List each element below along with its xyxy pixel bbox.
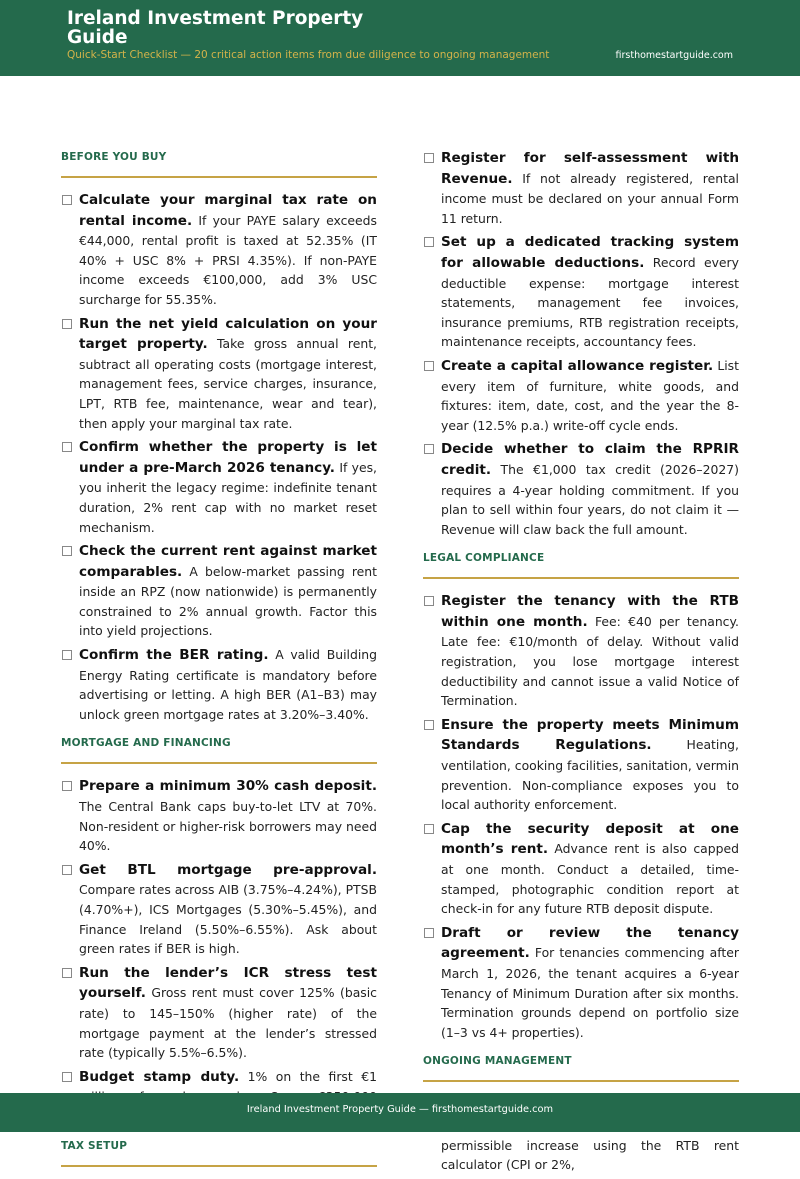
checklist-mortgage (61, 776, 377, 1126)
left-column (61, 148, 377, 1179)
checklist-legal-compliance (423, 591, 739, 1042)
checklist-item (423, 439, 739, 539)
checklist-item-body: Take gross annual rent, subtract all operating costs (mortgage interest, management fees, service charges, insurance, LPT, RTB fee, maintenance, wear and tear), then apply your marginal tax rate. (79, 336, 377, 431)
checklist-item-body: Advance rent is also capped at one month. Conduct a detailed, time-stamped, photographic condition report at check-in for any future RTB deposit dispute. (441, 841, 739, 917)
checklist-item-body: If not already registered, rental income must be declared on your annual Form 11 return. (441, 170, 739, 226)
checkbox-icon[interactable] (62, 968, 72, 978)
checklist-item-title: Check the current rent against market comparables. (79, 543, 377, 580)
right-column (423, 148, 739, 1179)
checklist-item-title: Register the tenancy with the RTB within one month. (441, 593, 739, 630)
checklist-item (423, 232, 739, 352)
checklist-item-title: Register for self-assessment with Revenue. (441, 150, 739, 187)
checklist-item (423, 356, 739, 435)
checklist-before-you-buy (61, 190, 377, 724)
section-heading-ongoing-management: ONGOING MANAGEMENT (423, 1055, 572, 1068)
checkbox-icon[interactable] (62, 195, 72, 205)
section-heading-legal-compliance: LEGAL COMPLIANCE (423, 552, 545, 565)
checklist-item-title: Cap the security deposit at one month’s rent. (441, 820, 739, 858)
checklist-item-title: Run the lender’s ICR stress test yourself. (79, 964, 377, 1002)
checklist-item-body: List every item of furniture, white goods, and fixtures: item, date, cost, and the year the 8-year (12.5% p.a.) write-off cycle ends. (441, 357, 739, 433)
checklist-item-title: Prepare a minimum 30% cash deposit. (79, 778, 377, 795)
checkbox-icon[interactable] (424, 237, 434, 247)
section-heading-tax-setup: TAX SETUP (61, 1139, 128, 1152)
checklist-item-title: Run the net yield calculation on your target property. (79, 315, 377, 353)
checklist-tax-setup (423, 148, 739, 539)
checklist-item (61, 541, 377, 641)
checklist-item (423, 819, 739, 919)
checklist-item-title: Get BTL mortgage pre-approval. (79, 861, 377, 878)
section-rule (61, 1165, 377, 1167)
checklist-item (61, 645, 377, 724)
checklist-item-body: The €1,000 tax credit (2026–2027) requires a 4-year holding commitment. If you plan to sell within four years, do not claim it — Revenue will claw back the full amount. (441, 461, 739, 537)
checkbox-icon[interactable] (424, 361, 434, 371)
checkbox-icon[interactable] (62, 650, 72, 660)
checklist-item-title: Draft or review the tenancy agreement. (441, 924, 739, 962)
checklist-item (61, 437, 377, 537)
checkbox-icon[interactable] (62, 865, 72, 875)
checklist-item-body: For tenancies commencing after March 1, 2026, the tenant acquires a 6-year Tenancy of Minimum Duration after six months. Termination grounds depend on portfolio size (1–3 vs 4+ properties). (441, 945, 739, 1040)
checklist-item-title: Decide whether to claim the RPRIR credit. (441, 441, 739, 478)
section-rule (423, 577, 739, 579)
checkbox-icon[interactable] (424, 444, 434, 454)
checklist-item (423, 591, 739, 711)
checklist-item-title: Confirm the BER rating. (79, 647, 269, 664)
checklist-item-body: Fee: €40 per tenancy. Late fee: €10/month of delay. Without valid registration, you lose mortgage interest deductibility and cannot issue a valid Notice of Termination. (441, 613, 739, 709)
section-rule (61, 176, 377, 178)
checklist-item-title: Calculate your marginal tax rate on rental income. (79, 192, 377, 229)
checklist-item-body: If your PAYE salary exceeds €44,000, rental profit is taxed at 52.35% (IT 40% + USC 8% + PRSI 4.35%). If non-PAYE income exceeds €100,000, add 3% USC surcharge for 55.35%. (79, 212, 377, 307)
checkbox-icon[interactable] (62, 1072, 72, 1082)
checklist-item-title: Ensure the property meets Minimum Standards Regulations. (441, 716, 739, 754)
page-subtitle: Quick-Start Checklist — 20 critical action items from due diligence to ongoing management (67, 49, 550, 61)
checkbox-icon[interactable] (62, 442, 72, 452)
checklist-item (61, 776, 377, 855)
page-footer: Ireland Investment Property Guide — firsthomestartguide.com (0, 1093, 800, 1132)
section-rule (423, 1080, 739, 1082)
checkbox-icon[interactable] (62, 319, 72, 329)
checklist-item-body: A below-market passing rent inside an RPZ (now nationwide) is permanently constrained to 2% annual growth. Factor this into yield projections. (79, 563, 377, 639)
checklist-item-body: 1% on the first €1 (247, 1068, 377, 1084)
checklist-item (423, 148, 739, 228)
checklist-item (423, 923, 739, 1043)
checklist-item-title: Set up a dedicated tracking system for allowable deductions. (441, 234, 739, 271)
site-url: firsthomestartguide.com (615, 50, 733, 61)
checklist-item-body: Heating, ventilation, cooking facilities, sanitation, vermin prevention. Non-compliance exposes you to local authority enforcement. (441, 737, 739, 813)
checklist-item (61, 860, 377, 959)
section-heading-mortgage: MORTGAGE AND FINANCING (61, 737, 231, 750)
checklist-item (423, 715, 739, 815)
checklist-item (61, 190, 377, 310)
checkbox-icon[interactable] (62, 546, 72, 556)
section-rule (61, 762, 377, 764)
section-heading-before-you-buy: BEFORE YOU BUY (61, 151, 167, 163)
checklist-item (61, 963, 377, 1063)
checklist-item-body: permissible increase using the RTB rent calculator (CPI or 2%, (441, 1137, 739, 1173)
checkbox-icon[interactable] (62, 781, 72, 791)
checkbox-icon[interactable] (424, 928, 434, 938)
checklist-item-body: Record every deductible expense: mortgage interest statements, management fee invoices, insurance premiums, RTB registration receipts, maintenance receipts, accountancy fees. (441, 254, 739, 350)
checklist-item-body: Compare rates across AIB (3.75%–4.24%), PTSB (4.70%+), ICS Mortgages (5.30%–5.45%), and Finance Ireland (5.50%–6.55%). Ask about green rates if BER is high. (79, 882, 377, 957)
checkbox-icon[interactable] (424, 824, 434, 834)
checklist-item-body: If yes, you inherit the legacy regime: indefinite tenant duration, 2% rent cap with no market reset mechanism. (79, 459, 377, 535)
checklist-item-title: Create a capital allowance register. (441, 357, 714, 374)
checklist-item-title: Confirm whether the property is let under a pre-March 2026 tenancy. (79, 439, 377, 476)
checkbox-icon[interactable] (424, 720, 434, 730)
checklist-item (61, 314, 377, 434)
page-title: Ireland Investment Property Guide (67, 8, 364, 48)
page-header (0, 0, 800, 76)
checklist-item-title: Budget stamp duty. (79, 1068, 240, 1085)
checklist-item-body: Gross rent must cover 125% (basic rate) to 145–150% (higher rate) of the mortgage payment at the lender’s stressed rate (typically 5.5%–6.5%). (79, 985, 377, 1061)
checkbox-icon[interactable] (424, 153, 434, 163)
checkbox-icon[interactable] (424, 596, 434, 606)
checklist-item-body: A valid Building Energy Rating certificate is mandatory before advertising or letting. A high BER (A1–B3) may unlock green mortgage rates at 3.20%–3.40%. (79, 647, 377, 722)
checklist-item-body: The Central Bank caps buy-to-let LTV at 70%. Non-resident or higher-risk borrowers may need 40%. (79, 799, 377, 854)
